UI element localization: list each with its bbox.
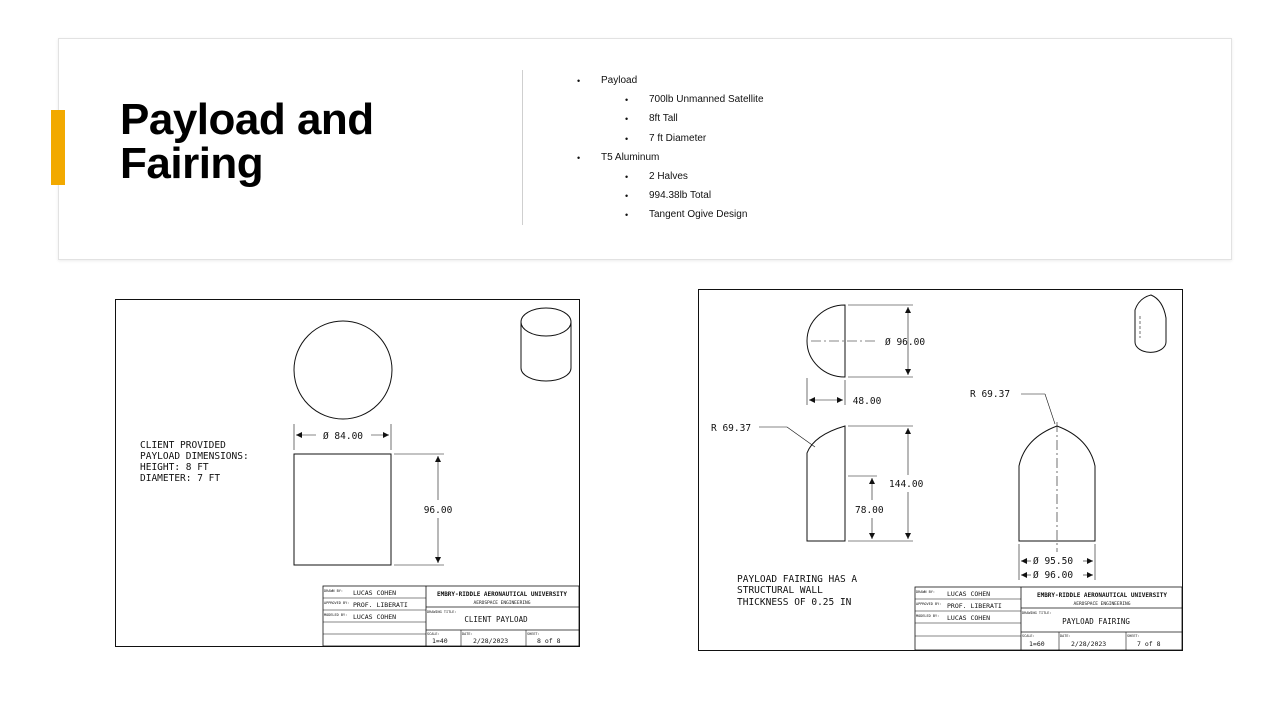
bullet-item: 700lb Unmanned Satellite <box>649 94 764 105</box>
bullet-item: 2 Halves <box>649 171 688 182</box>
tb-drawn-by: LUCAS COHEN <box>947 590 991 598</box>
payload-fairing-svg <box>699 290 1182 650</box>
tb-label: DATE: <box>1060 634 1071 638</box>
payload-front-view <box>294 454 391 565</box>
tb-drawing-title: CLIENT PAYLOAD <box>464 615 528 624</box>
client-payload-drawing <box>115 299 580 647</box>
height-total-dimension: 144.00 <box>889 479 924 490</box>
tb-scale: 1=40 <box>432 637 448 645</box>
tb-label: APPROVED BY: <box>916 602 942 606</box>
bullet-item: Payload <box>601 75 638 86</box>
tb-label: SCALE: <box>1022 634 1035 638</box>
note-line: DIAMETER: 7 FT <box>140 473 221 484</box>
accent-bar <box>51 110 65 185</box>
diameter-dimension: Ø 84.00 <box>322 431 364 442</box>
payload-iso-view <box>521 308 571 336</box>
payload-top-view <box>294 321 392 419</box>
slide-title-line2: Fairing <box>120 139 264 188</box>
tb-label: DRAWN BY: <box>324 589 343 593</box>
height-dimension: 96.00 <box>423 505 453 516</box>
tb-label: SHEET: <box>1127 634 1140 638</box>
bullet-dot: • <box>625 95 629 105</box>
tb-label: APPROVED BY: <box>324 601 350 605</box>
fairing-half-view <box>807 426 845 541</box>
bullet-item: 8ft Tall <box>649 113 678 124</box>
tb-date: 2/28/2023 <box>473 637 509 645</box>
note-line: PAYLOAD DIMENSIONS: <box>140 451 249 462</box>
dia-top-dimension: Ø 96.00 <box>885 337 926 348</box>
tb-label: MODELED BY: <box>916 614 940 618</box>
note-line: CLIENT PROVIDED <box>140 440 226 451</box>
radius-left-dimension: R 69.37 <box>711 423 752 434</box>
note-line: PAYLOAD FAIRING HAS A <box>737 574 858 585</box>
client-payload-svg <box>116 300 579 646</box>
dia-inner-dimension: Ø 95.50 <box>1033 556 1074 567</box>
tb-label: SHEET: <box>527 632 540 636</box>
tb-label: MODELED BY: <box>324 613 348 617</box>
tb-drawing-title: PAYLOAD FAIRING <box>1062 617 1130 626</box>
tb-modeled-by: LUCAS COHEN <box>353 613 397 621</box>
height-cylinder-dimension: 78.00 <box>855 505 884 516</box>
tb-sheet: 8 of 8 <box>537 637 561 645</box>
payload-fairing-drawing <box>698 289 1183 651</box>
note-line: HEIGHT: 8 FT <box>140 462 209 473</box>
divider <box>522 70 523 225</box>
bullet-dot: • <box>577 76 581 86</box>
bullet-dot: • <box>577 153 581 163</box>
tb-label: DRAWING TITLE: <box>427 610 457 614</box>
tb-label: DRAWN BY: <box>916 590 935 594</box>
bullet-dot: • <box>625 191 629 201</box>
slide-title-line1: Payload and <box>120 95 374 144</box>
slide-title <box>120 95 500 188</box>
tb-scale: 1=60 <box>1029 640 1045 648</box>
tb-sheet: 7 of 8 <box>1137 640 1161 648</box>
tb-date: 2/28/2023 <box>1071 640 1107 648</box>
bullet-dot: • <box>625 134 629 144</box>
tb-department: AEROSPACE ENGINEERING <box>473 601 531 606</box>
note-line: THICKNESS OF 0.25 IN <box>737 597 852 608</box>
dia-outer-dimension: Ø 96.00 <box>1033 570 1074 581</box>
radius-right-dimension: R 69.37 <box>970 389 1011 400</box>
bullet-dot: • <box>625 114 629 124</box>
tb-label: DATE: <box>462 632 473 636</box>
fairing-iso-view <box>1135 295 1166 352</box>
bullet-item: 7 ft Diameter <box>649 133 707 144</box>
tb-university: EMBRY-RIDDLE AERONAUTICAL UNIVERSITY <box>1036 592 1168 599</box>
tb-approved-by: PROF. LIBERATI <box>947 602 1002 610</box>
bullet-item: Tangent Ogive Design <box>649 209 748 220</box>
note-line: STRUCTURAL WALL <box>737 585 823 596</box>
tb-drawn-by: LUCAS COHEN <box>353 589 397 597</box>
tb-department: AEROSPACE ENGINEERING <box>1073 602 1131 607</box>
tb-university: EMBRY-RIDDLE AERONAUTICAL UNIVERSITY <box>436 591 568 598</box>
tb-modeled-by: LUCAS COHEN <box>947 614 991 622</box>
tb-approved-by: PROF. LIBERATI <box>353 601 408 609</box>
tb-label: SCALE: <box>427 632 440 636</box>
width-dimension: 48.00 <box>852 396 882 407</box>
bullet-item: T5 Aluminum <box>601 152 660 163</box>
tb-label: DRAWING TITLE: <box>1022 611 1052 615</box>
bullet-dot: • <box>625 172 629 182</box>
bullet-dot: • <box>625 210 629 220</box>
bullet-item: 994.38lb Total <box>649 190 712 201</box>
